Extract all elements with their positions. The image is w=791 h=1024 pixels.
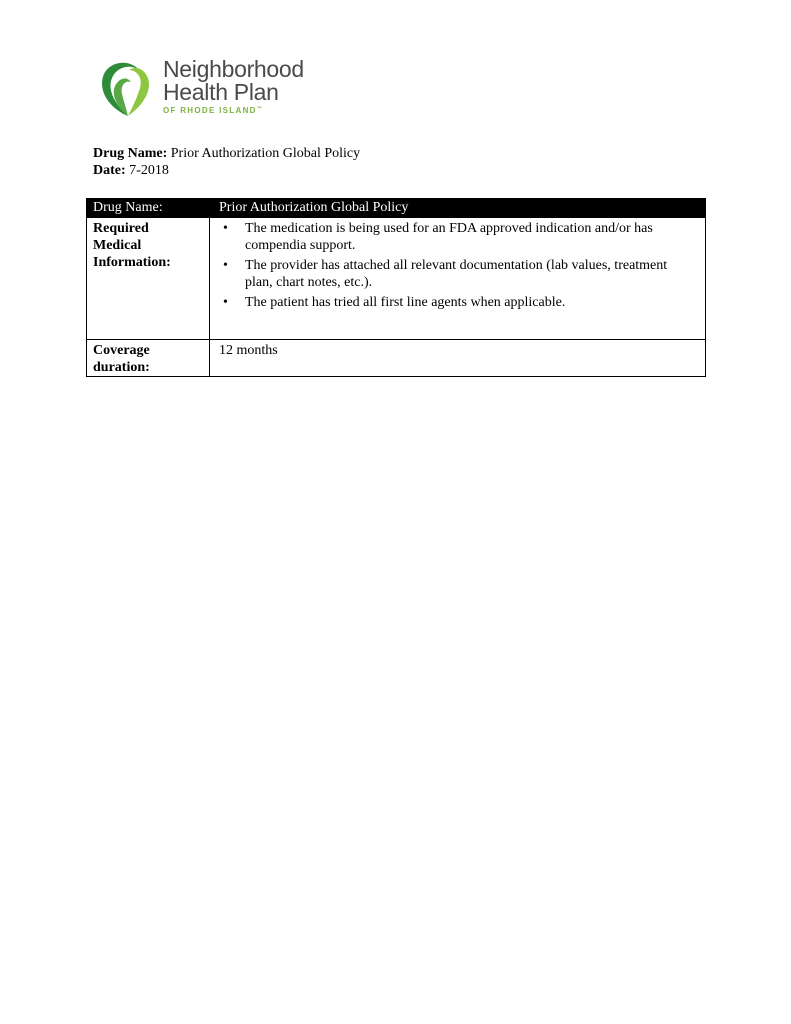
nhp-logo xyxy=(95,56,325,126)
list-item: • The provider has attached all relevant documentation (lab values, treatment plan, chart notes, etc.). xyxy=(223,258,668,290)
required-info-label: Required Medical Information: xyxy=(87,218,210,340)
logo-line-2: Health Plan xyxy=(163,79,279,105)
drug-name-value: Prior Authorization Global Policy xyxy=(170,146,361,161)
document-header-info xyxy=(93,145,360,179)
bullet-icon: • xyxy=(223,258,228,273)
bullet-icon: • xyxy=(223,221,228,236)
date-label: Date: xyxy=(93,163,126,178)
drug-name-label: Drug Name: xyxy=(93,146,168,161)
coverage-label: Coverage duration: xyxy=(87,340,210,377)
logo-line-1: Neighborhood xyxy=(163,56,304,82)
table-header-row xyxy=(87,199,706,218)
header-value-cell: Prior Authorization Global Policy xyxy=(210,199,706,218)
drug-name-line xyxy=(93,145,360,162)
list-item: • The medication is being used for an FDA approved indication and/or has compendia support. xyxy=(223,221,653,253)
required-info-row xyxy=(87,218,706,340)
policy-table xyxy=(86,198,706,377)
bullet-icon: • xyxy=(223,295,228,310)
requirements-list xyxy=(219,220,705,311)
required-info-content xyxy=(210,218,706,340)
date-line xyxy=(93,162,360,179)
list-item: • The patient has tried all first line agents when applicable. xyxy=(223,295,566,310)
coverage-value: 12 months xyxy=(210,340,706,377)
logo-swirl-icon xyxy=(95,56,161,122)
logo-line-3: OF RHODE ISLAND™ xyxy=(163,106,264,115)
coverage-row xyxy=(87,340,706,377)
header-label-cell: Drug Name: xyxy=(87,199,210,218)
date-value: 7-2018 xyxy=(129,163,169,178)
logo-wordmark xyxy=(163,58,304,115)
